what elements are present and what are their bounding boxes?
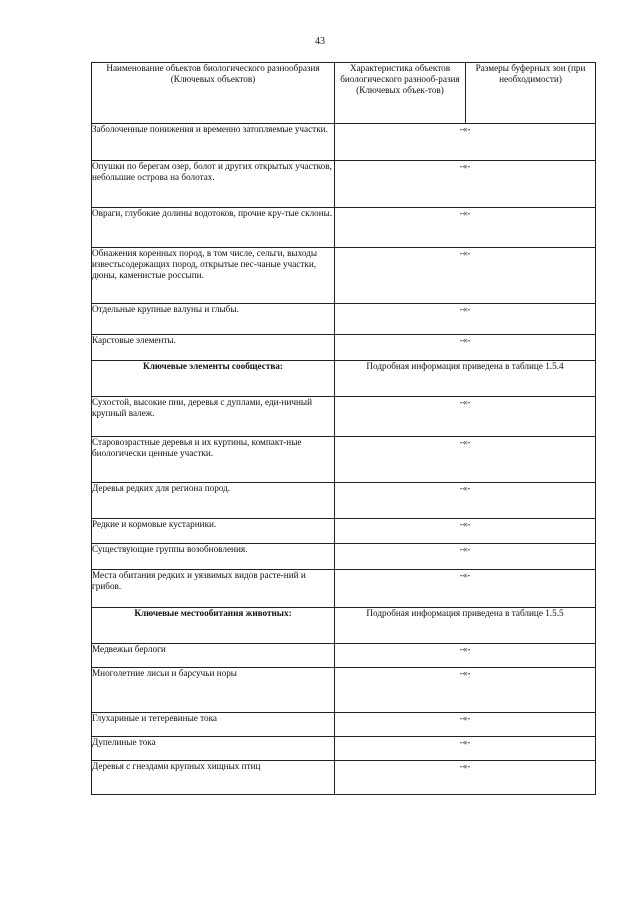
- table-row: [92, 713, 596, 737]
- table-row: [92, 761, 596, 795]
- table-row: [92, 397, 596, 437]
- object-name: Редкие и кормовые кустарники.: [92, 519, 335, 544]
- ditto-mark: -«-: [335, 570, 596, 608]
- table-row: [92, 544, 596, 570]
- table-row: [92, 519, 596, 544]
- ditto-mark: -«-: [335, 519, 596, 544]
- table-row: [92, 668, 596, 713]
- table-row: [92, 483, 596, 519]
- table-row: [92, 161, 596, 208]
- object-name: Заболоченные понижения и временно затопляемые участки.: [92, 124, 335, 161]
- object-name: Обнажения коренных пород, в том числе, сельги, выходы известьсодержащих пород, открытые пес-чаные участки, дюны, каменистые россыпи.: [92, 248, 335, 304]
- object-name: Овраги, глубокие долины водотоков, прочие кру-тые склоны.: [92, 208, 335, 248]
- page-number: 43: [315, 36, 325, 47]
- ditto-mark: -«-: [335, 544, 596, 570]
- ditto-mark: -«-: [335, 304, 596, 335]
- ditto-mark: -«-: [335, 668, 596, 713]
- object-name: Опушки по берегам озер, болот и других открытых участков, небольшие острова на болотах.: [92, 161, 335, 208]
- object-name: Карстовые элементы.: [92, 335, 335, 361]
- table-row: [92, 335, 596, 361]
- table-row: [92, 644, 596, 668]
- table-body: [92, 124, 596, 795]
- header-col-characteristics: Характеристика объектов биологического разнооб-разия (Ключевых объек-тов): [335, 63, 466, 124]
- table-row: [92, 248, 596, 304]
- ditto-mark: -«-: [335, 437, 596, 483]
- ditto-mark: -«-: [335, 644, 596, 668]
- ditto-mark: -«-: [335, 248, 596, 304]
- ditto-mark: -«-: [335, 161, 596, 208]
- ditto-mark: -«-: [335, 124, 596, 161]
- biodiversity-table: [91, 62, 596, 795]
- object-name: Медвежьи берлоги: [92, 644, 335, 668]
- table-header-row: [92, 63, 596, 124]
- object-name: Глухариные и тетеревиные тока: [92, 713, 335, 737]
- table-row: [92, 737, 596, 761]
- object-name: Места обитания редких и уязвимых видов расте-ний и грибов.: [92, 570, 335, 608]
- table-row: [92, 124, 596, 161]
- ditto-mark: -«-: [335, 761, 596, 795]
- header-col-buffer-zones: Размеры буферных зон (при необходимости): [466, 63, 596, 124]
- ditto-mark: -«-: [335, 208, 596, 248]
- ditto-mark: -«-: [335, 483, 596, 519]
- table-row: [92, 208, 596, 248]
- object-name: Деревья редких для региона пород.: [92, 483, 335, 519]
- header-col-objects: Наименование объектов биологического разнообразия (Ключевых объектов): [92, 63, 335, 124]
- section-reference: Подробная информация приведена в таблице 1.5.5: [335, 608, 596, 644]
- object-name: Отдельные крупные валуны и глыбы.: [92, 304, 335, 335]
- ditto-mark: -«-: [335, 737, 596, 761]
- section-reference: Подробная информация приведена в таблице 1.5.4: [335, 361, 596, 397]
- table-row: [92, 304, 596, 335]
- section-row: [92, 361, 596, 397]
- section-title: Ключевые элементы сообщества:: [92, 361, 335, 397]
- table-row: [92, 570, 596, 608]
- ditto-mark: -«-: [335, 335, 596, 361]
- object-name: Сухостой, высокие пни, деревья с дуплами, еди-ничный крупный валеж.: [92, 397, 335, 437]
- table-row: [92, 437, 596, 483]
- ditto-mark: -«-: [335, 397, 596, 437]
- object-name: Деревья с гнездами крупных хищных птиц: [92, 761, 335, 795]
- section-row: [92, 608, 596, 644]
- section-title: Ключевые местообитания животных:: [92, 608, 335, 644]
- object-name: Старовозрастные деревья и их куртины, компакт-ные биологически ценные участки.: [92, 437, 335, 483]
- object-name: Дупелиные тока: [92, 737, 335, 761]
- object-name: Многолетние лисьи и барсучьи норы: [92, 668, 335, 713]
- object-name: Существующие группы возобновления.: [92, 544, 335, 570]
- ditto-mark: -«-: [335, 713, 596, 737]
